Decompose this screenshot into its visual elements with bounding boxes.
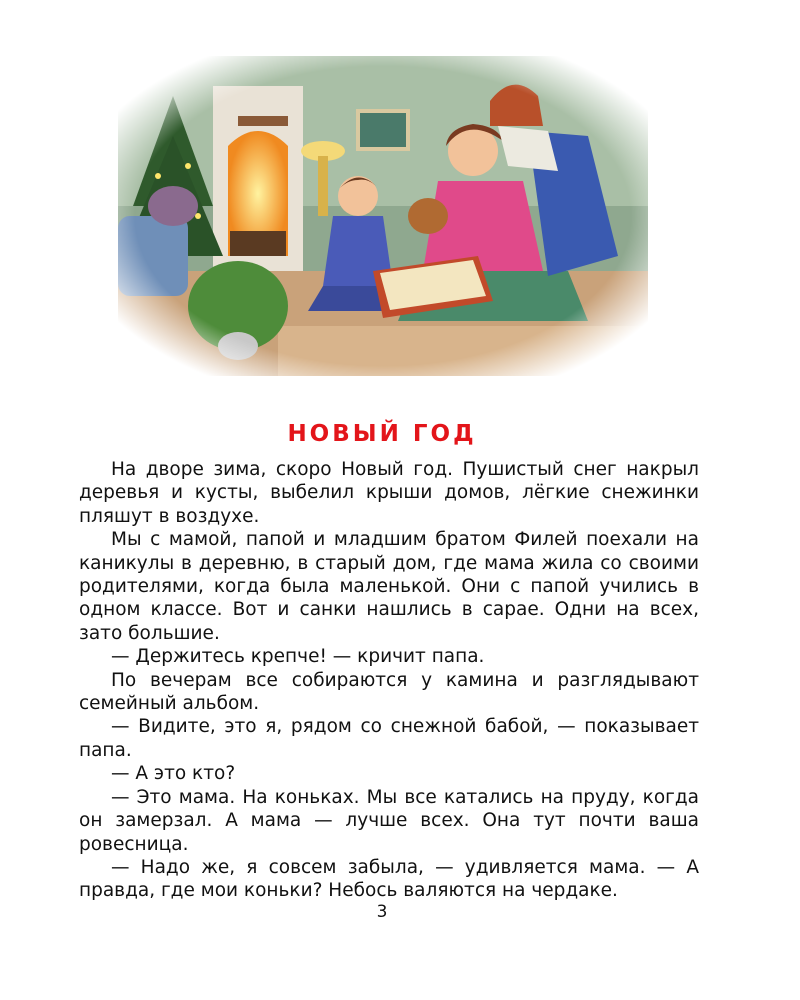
- paragraph: — Держитесь крепче! — кричит папа.: [111, 646, 485, 668]
- paragraph: — Надо же, я совсем забыла, — удивляется мама. — А правда, где мои коньки? Небось валяются на чердаке.: [79, 856, 699, 902]
- story-text: [79, 458, 699, 903]
- paragraph: — А это кто?: [111, 763, 236, 785]
- paragraph: По вечерам все собираются у камина и разглядывают семейный альбом.: [79, 669, 699, 715]
- family-fireplace-illustration: [118, 56, 648, 376]
- paragraph: На дворе зима, скоро Новый год. Пушистый снег накрыл деревья и кусты, выбелил крыши домов, лёгкие снежинки пляшут в воздухе.: [79, 459, 699, 527]
- paragraph: — Это мама. На коньках. Мы все катались на пруду, когда он замерзал. А мама — лучше всех. Она тут почти ваша ровесница.: [79, 786, 699, 855]
- paragraph: — Видите, это я, рядом со снежной бабой, — показывает папа.: [79, 716, 699, 761]
- page-number: 3: [376, 902, 388, 922]
- paragraph: Мы с мамой, папой и младшим братом Филей поехали на каникулы в деревню, в старый дом, где мама жила со своими родителями, когда была маленькой. Они с папой учились в одном классе. Вот и санки нашлись в сарае. Одни на всех, зато большие.: [79, 529, 699, 644]
- story-title: НОВЫЙ ГОД: [287, 421, 477, 448]
